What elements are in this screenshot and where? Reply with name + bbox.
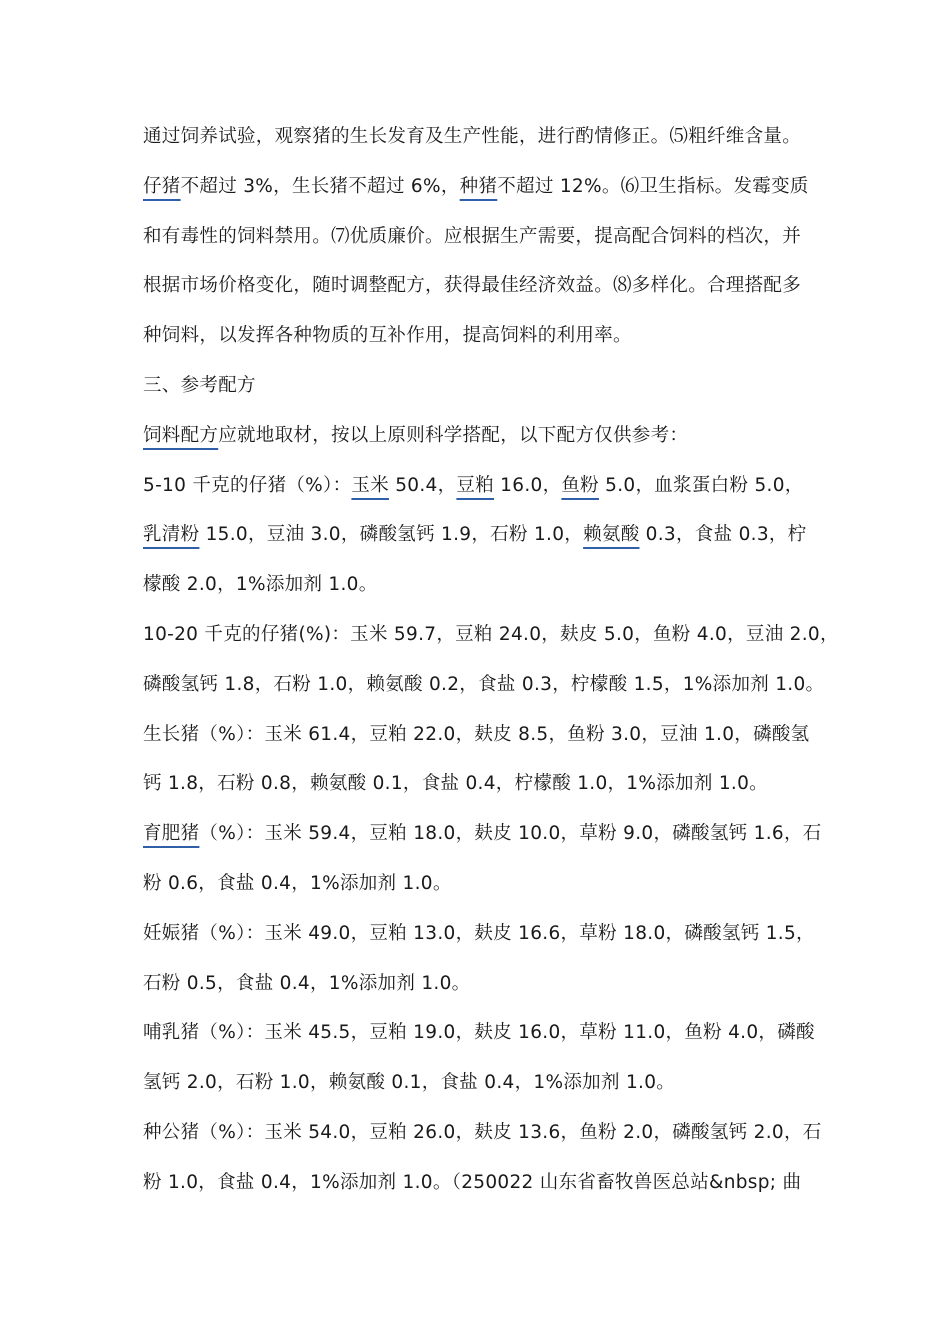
text-line <box>143 909 813 959</box>
text-segment: 0.3，食盐 0.3，柠 <box>639 524 807 546</box>
text-line <box>143 162 813 212</box>
text-segment: 檬酸 2.0，1%添加剂 1.0。 <box>143 574 378 596</box>
text-line <box>143 1058 813 1108</box>
text-line <box>143 859 813 909</box>
linked-term[interactable]: 玉米 <box>351 474 390 496</box>
text-line <box>143 361 813 411</box>
linked-term[interactable]: 饲料配方 <box>143 424 219 446</box>
text-line <box>143 510 813 560</box>
text-segment: 钙 1.8，石粉 0.8，赖氨酸 0.1，食盐 0.4，柠檬酸 1.0，1%添加剂 1.0。 <box>143 773 768 795</box>
text-segment: 种饲料，以发挥各种物质的互补作用，提高饲料的利用率。 <box>143 325 632 347</box>
text-segment: 妊娠猪（%）：玉米 49.0，豆粕 13.0，麸皮 16.6，草粉 18.0，磷酸氢钙 1.5， <box>143 922 815 944</box>
linked-term[interactable]: 育肥猪 <box>143 823 200 845</box>
text-segment: 三、参考配方 <box>143 374 256 396</box>
text-line <box>143 759 813 809</box>
text-line <box>143 560 813 610</box>
text-segment: 粉 0.6，食盐 0.4，1%添加剂 1.0。 <box>143 872 452 894</box>
text-segment: 不超过 3%，生长猪不超过 6%， <box>180 175 460 197</box>
linked-term[interactable]: 赖氨酸 <box>583 524 640 546</box>
text-segment: 16.0， <box>494 474 562 496</box>
text-segment: 生长猪（%）：玉米 61.4，豆粕 22.0，麸皮 8.5，鱼粉 3.0，豆油 1.0，磷酸氢 <box>143 723 810 745</box>
linked-term[interactable]: 鱼粉 <box>561 474 599 496</box>
text-segment: 粉 1.0，食盐 0.4，1%添加剂 1.0。（250022 山东省畜牧兽医总站&nbsp; 曲 <box>143 1171 802 1193</box>
text-segment: 5.0，血浆蛋白粉 5.0， <box>598 474 804 496</box>
document-body <box>143 112 839 1208</box>
text-segment: 5-10 千克的仔猪（%）： <box>143 474 352 496</box>
text-segment: 氢钙 2.0，石粉 1.0，赖氨酸 0.1，食盐 0.4，1%添加剂 1.0。 <box>143 1072 676 1094</box>
text-line <box>143 959 813 1009</box>
text-line <box>143 1008 813 1058</box>
text-segment: 10-20 千克的仔猪(%)：玉米 59.7，豆粕 24.0，麸皮 5.0，鱼粉 4.0，豆油 2.0， <box>143 623 839 645</box>
text-line <box>143 660 825 710</box>
text-line <box>143 610 839 660</box>
text-segment: 和有毒性的饲料禁用。⑺优质廉价。应根据生产需要，提高配合饲料的档次，并 <box>143 225 802 247</box>
text-segment: 15.0，豆油 3.0，磷酸氢钙 1.9，石粉 1.0， <box>199 524 584 546</box>
linked-term[interactable]: 豆粕 <box>456 474 494 496</box>
text-segment: 种公猪（%）：玉米 54.0，豆粕 26.0，麸皮 13.6，鱼粉 2.0，磷酸氢钙 2.0，石 <box>143 1121 822 1143</box>
text-segment: 通过饲养试验，观察猪的生长发育及生产性能，进行酌情修正。⑸粗纤维含量。 <box>143 126 802 147</box>
text-segment: （%）：玉米 59.4，豆粕 18.0，麸皮 10.0，草粉 9.0，磷酸氢钙 1.6，石 <box>199 823 822 845</box>
text-line <box>143 311 813 361</box>
text-line <box>143 411 813 461</box>
text-segment: 应就地取材，按以上原则科学搭配，以下配方仅供参考： <box>218 424 689 446</box>
linked-term[interactable]: 乳清粉 <box>143 524 200 546</box>
text-segment: 石粉 0.5，食盐 0.4，1%添加剂 1.0。 <box>143 972 471 994</box>
text-segment: 50.4， <box>389 474 457 496</box>
text-line <box>143 461 813 511</box>
text-line <box>143 710 813 760</box>
linked-term[interactable]: 仔猪 <box>143 175 181 197</box>
text-segment: 不超过 12%。⑹卫生指标。发霉变质 <box>497 175 809 197</box>
text-segment: 哺乳猪（%）：玉米 45.5，豆粕 19.0，麸皮 16.0，草粉 11.0，鱼粉 4.0，磷酸 <box>143 1022 815 1044</box>
text-line <box>143 1158 813 1208</box>
text-line <box>143 212 813 262</box>
text-line <box>143 809 822 859</box>
text-segment: 根据市场价格变化，随时调整配方，获得最佳经济效益。⑻多样化。合理搭配多 <box>143 275 802 297</box>
text-line <box>143 261 813 311</box>
text-segment: 磷酸氢钙 1.8，石粉 1.0，赖氨酸 0.2，食盐 0.3，柠檬酸 1.5，1%添加剂 1.0。 <box>143 673 825 695</box>
text-line <box>143 112 813 162</box>
text-line <box>143 1108 822 1158</box>
linked-term[interactable]: 种猪 <box>459 175 498 197</box>
